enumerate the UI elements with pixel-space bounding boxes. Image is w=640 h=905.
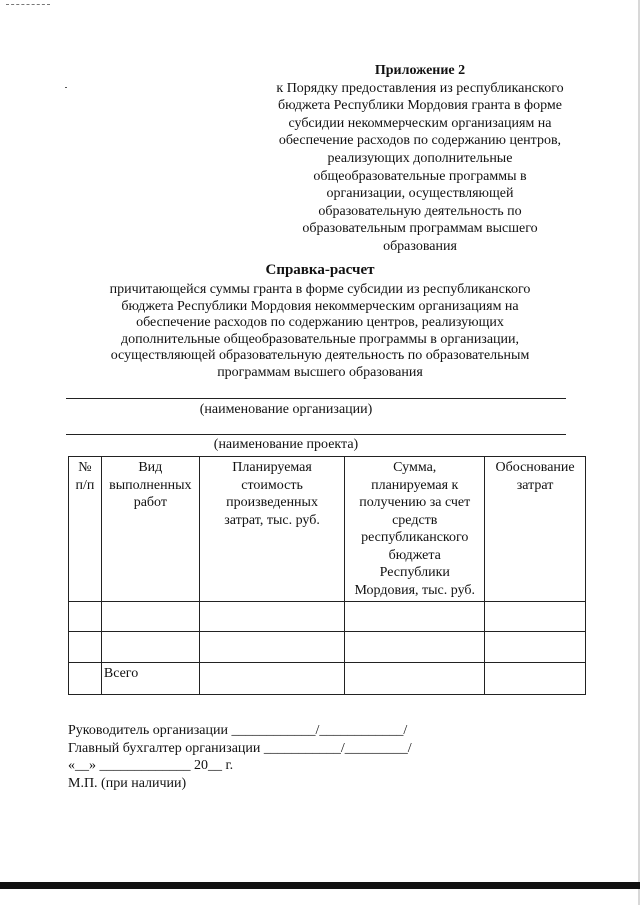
scan-bottom-border — [0, 882, 640, 889]
appendix-title: Приложение 2 — [374, 63, 466, 78]
total-label: Всего — [101, 663, 199, 695]
header-cell-work-type: Вид выполненных работ — [101, 457, 199, 602]
subtitle-line: причитающейся суммы гранта в форме субсидии из республиканского — [109, 282, 531, 297]
appendix-line: образовательную деятельность по — [318, 203, 522, 219]
table-cell — [199, 663, 345, 695]
scan-speck — [65, 87, 67, 88]
project-name-line — [66, 434, 566, 435]
scan-mark — [6, 4, 50, 6]
appendix-line: к Порядку предоставления из республиканского — [276, 80, 564, 96]
header-cell-justification: Обоснование затрат — [485, 457, 586, 602]
table-cell — [485, 602, 586, 632]
table-header-row — [69, 457, 586, 602]
table-cell — [485, 632, 586, 663]
header-cell-number: № п/п — [69, 457, 102, 602]
subtitle-line: дополнительные общеобразовательные программы в организации, — [120, 331, 520, 347]
appendix-block — [250, 62, 590, 256]
table-cell — [101, 602, 199, 632]
calculation-table — [68, 456, 586, 695]
table-total-row — [69, 663, 586, 695]
header-cell-grant-sum: Сумма, планируемая к получению за счет средств республиканского бюджета Республики Мордовия, тыс. руб. — [345, 457, 485, 602]
appendix-line: организации, осуществляющей — [326, 186, 514, 202]
table-cell — [199, 632, 345, 663]
table-row — [69, 632, 586, 663]
head-signature-line: Руководитель организации ____________/____________/ — [68, 723, 408, 738]
table-cell — [345, 632, 485, 663]
subtitle-line: осуществляющей образовательную деятельность по образовательным — [110, 348, 530, 363]
appendix-line: бюджета Республики Мордовия гранта в форме — [277, 98, 562, 114]
stamp-note: М.П. (при наличии) — [68, 775, 187, 791]
document-subtitle — [70, 282, 570, 381]
signature-block — [68, 722, 412, 792]
subtitle-line: обеспечение расходов по содержанию центров, реализующих — [136, 315, 504, 330]
table-cell — [199, 602, 345, 632]
subtitle-line: программам высшего образования — [217, 364, 423, 380]
subtitle-line: бюджета Республики Мордовия некоммерческим организациям на — [121, 298, 519, 314]
header-cell-planned-cost: Планируемая стоимость произведенных затрат, тыс. руб. — [199, 457, 345, 602]
table-cell — [69, 663, 102, 695]
accountant-signature-line: Главный бухгалтер организации ___________/_________/ — [68, 740, 412, 756]
table-cell — [69, 632, 102, 663]
table-cell — [69, 602, 102, 632]
date-line: «__» _____________ 20__ г. — [68, 758, 234, 773]
appendix-line: реализующих дополнительные — [327, 150, 513, 166]
appendix-line: обеспечение расходов по содержанию центров, — [278, 133, 562, 149]
organization-name-line — [66, 398, 566, 399]
table-row — [69, 602, 586, 632]
table-cell — [345, 602, 485, 632]
table-cell — [101, 632, 199, 663]
appendix-line: субсидии некоммерческим организациям на — [288, 115, 552, 131]
project-caption: (наименование проекта) — [213, 437, 359, 452]
table-cell — [485, 663, 586, 695]
appendix-line: образования — [383, 238, 457, 254]
appendix-line: общеобразовательные программы в — [313, 168, 527, 184]
organization-caption: (наименование организации) — [199, 402, 373, 417]
appendix-line: образовательным программам высшего — [302, 221, 538, 237]
document-title: Справка-расчет — [265, 262, 375, 278]
table-cell — [345, 663, 485, 695]
